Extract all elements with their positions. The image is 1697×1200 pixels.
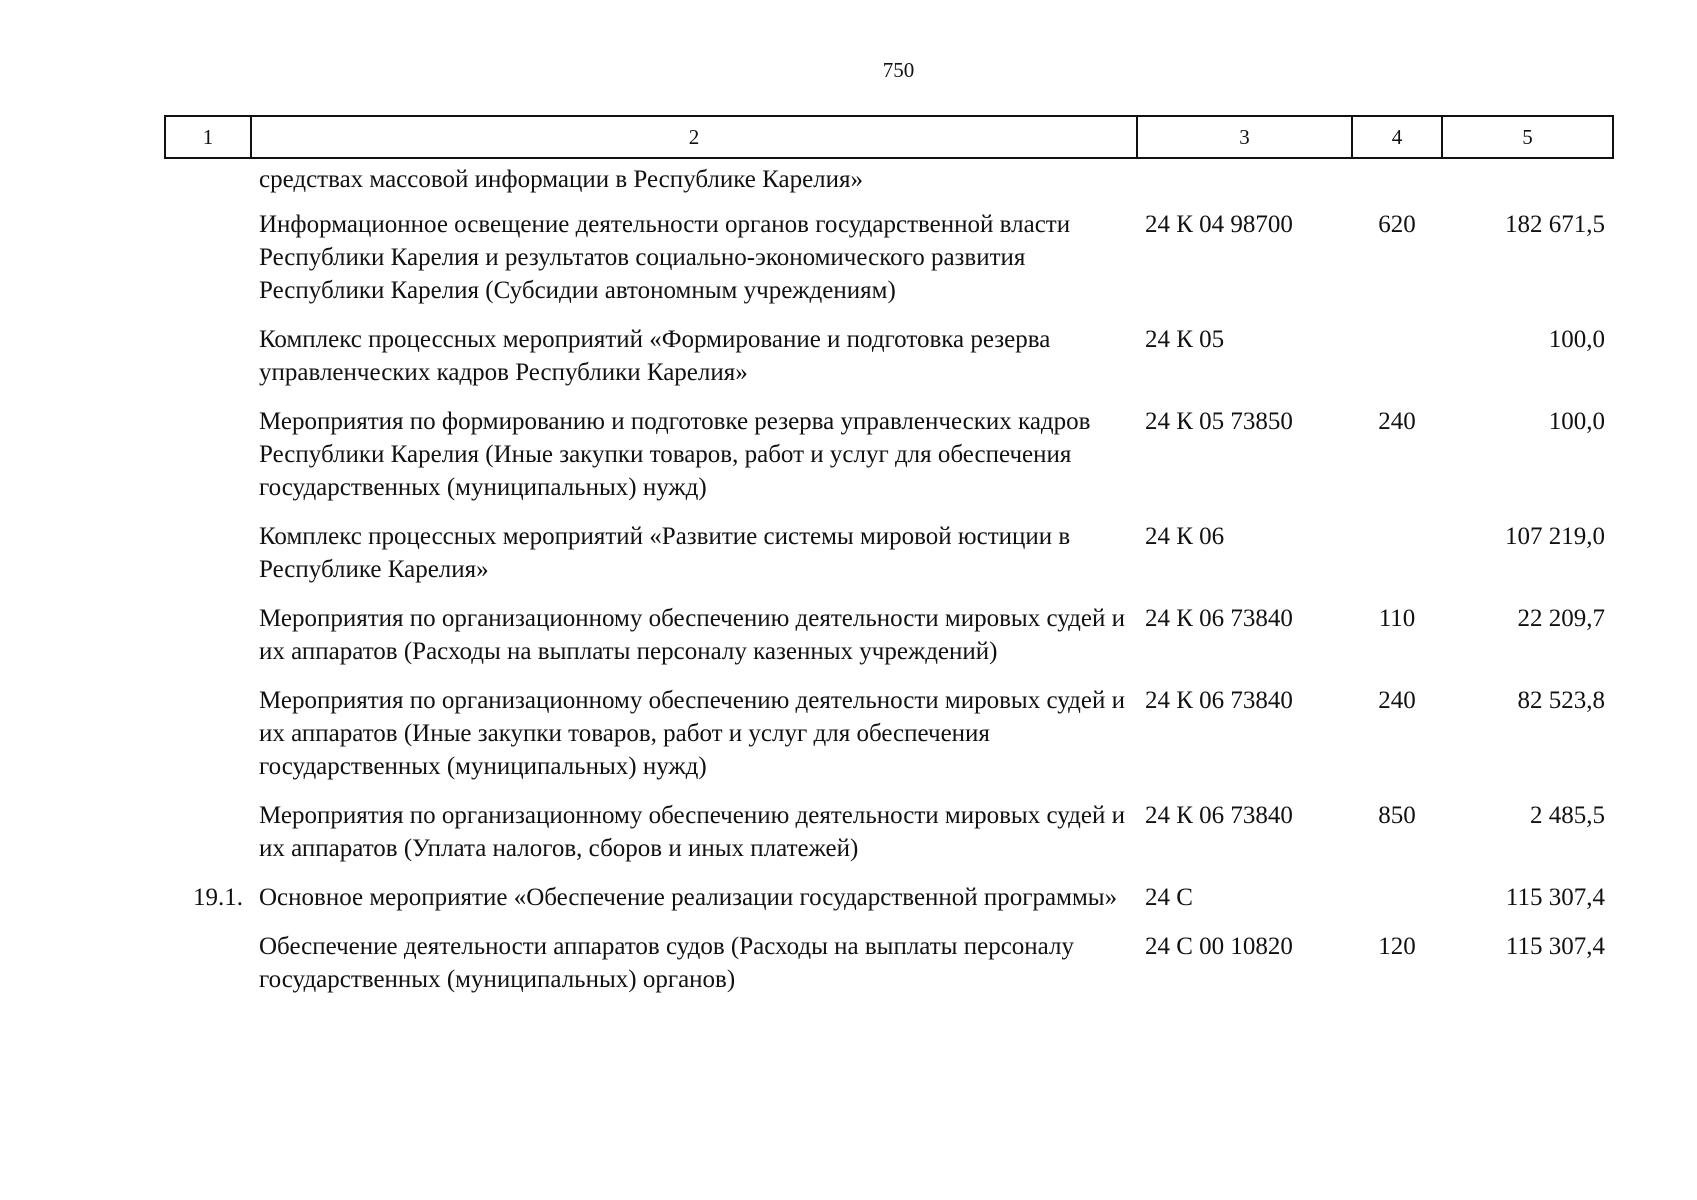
row-expense-type: 240 [1378, 687, 1416, 714]
header-row [165, 116, 1613, 158]
row-amount: 115 307,4 [1505, 884, 1605, 911]
table-row [165, 208, 1613, 323]
row-number [165, 602, 251, 684]
table-row [165, 158, 1613, 208]
row-number [165, 158, 251, 208]
row-amount: 2 485,5 [1530, 802, 1605, 829]
row-expense-type: 850 [1378, 802, 1416, 829]
row-expense-type: 620 [1378, 211, 1416, 238]
row-expense-type: 120 [1378, 933, 1416, 960]
header-col-2: 2 [251, 116, 1137, 158]
row-code: 24 К 04 98700 [1145, 211, 1293, 238]
row-amount [1442, 158, 1613, 208]
header-col-3: 3 [1137, 116, 1352, 158]
row-amount: 82 523,8 [1517, 687, 1605, 714]
row-name: Мероприятия по организационному обеспечению деятельности мировых судей и их аппаратов (Расходы на выплаты персоналу казенных учреждений) [259, 605, 1125, 665]
row-code: 24 К 05 73850 [1145, 408, 1293, 435]
row-name: средствах массовой информации в Республике Карелия» [259, 166, 864, 193]
row-number [165, 208, 251, 323]
row-code: 24 К 06 73840 [1145, 802, 1293, 829]
row-name: Комплекс процессных мероприятий «Формирование и подготовка резерва управленческих кадров Республики Карелия» [259, 326, 1051, 386]
row-name: Основное мероприятие «Обеспечение реализации государственной программы» [259, 884, 1118, 911]
row-name: Мероприятия по организационному обеспечению деятельности мировых судей и их аппаратов (Иные закупки товаров, работ и услуг для обеспечения государственных (муниципальных) нужд) [259, 687, 1125, 780]
table-header [165, 116, 1613, 158]
row-number [165, 405, 251, 520]
header-col-1: 1 [165, 116, 251, 158]
header-col-5: 5 [1442, 116, 1613, 158]
table-row [165, 881, 1613, 930]
row-code [1137, 158, 1352, 208]
row-name: Обеспечение деятельности аппаратов судов (Расходы на выплаты персоналу государственных (муниципальных) органов) [259, 933, 1074, 993]
row-number [165, 684, 251, 799]
table-row [165, 602, 1613, 684]
table-row [165, 405, 1613, 520]
table-row [165, 323, 1613, 405]
row-number [165, 323, 251, 405]
row-expense-type [1352, 520, 1442, 602]
row-amount: 115 307,4 [1505, 933, 1605, 960]
table-body [165, 158, 1613, 1012]
row-code: 24 К 05 [1145, 326, 1225, 353]
row-expense-type: 240 [1378, 408, 1416, 435]
row-amount: 22 209,7 [1517, 605, 1605, 632]
row-expense-type: 110 [1378, 605, 1416, 632]
row-number [165, 930, 251, 1012]
row-code: 24 С [1145, 884, 1193, 911]
table-row [165, 799, 1613, 881]
row-number [165, 520, 251, 602]
page-number: 750 [882, 58, 915, 82]
row-code: 24 К 06 [1145, 523, 1225, 550]
row-name: Мероприятия по организационному обеспечению деятельности мировых судей и их аппаратов (Уплата налогов, сборов и иных платежей) [259, 802, 1125, 862]
budget-table [164, 115, 1614, 1012]
row-expense-type [1352, 323, 1442, 405]
table-row [165, 930, 1613, 1012]
table-row [165, 684, 1613, 799]
row-name: Информационное освещение деятельности органов государственной власти Республики Карелия и результатов социально-экономического развития Республики Карелия (Субсидии автономным учреждениям) [259, 211, 1071, 304]
row-amount: 100,0 [1548, 408, 1605, 435]
row-code: 24 К 06 73840 [1145, 605, 1293, 632]
row-name: Комплекс процессных мероприятий «Развитие системы мировой юстиции в Республике Карелия» [259, 523, 1071, 583]
row-code: 24 С 00 10820 [1145, 933, 1293, 960]
row-expense-type [1352, 881, 1442, 930]
row-name: Мероприятия по формированию и подготовке резерва управленческих кадров Республики Карелия (Иные закупки товаров, работ и услуг для обеспечения государственных (муниципальных) нужд) [259, 408, 1091, 501]
row-number [165, 799, 251, 881]
row-amount: 182 671,5 [1505, 211, 1605, 238]
row-amount: 100,0 [1548, 326, 1605, 353]
header-col-4: 4 [1352, 116, 1442, 158]
row-number: 19.1. [193, 884, 243, 911]
row-expense-type [1352, 158, 1442, 208]
row-code: 24 К 06 73840 [1145, 687, 1293, 714]
table-row [165, 520, 1613, 602]
row-amount: 107 219,0 [1505, 523, 1605, 550]
